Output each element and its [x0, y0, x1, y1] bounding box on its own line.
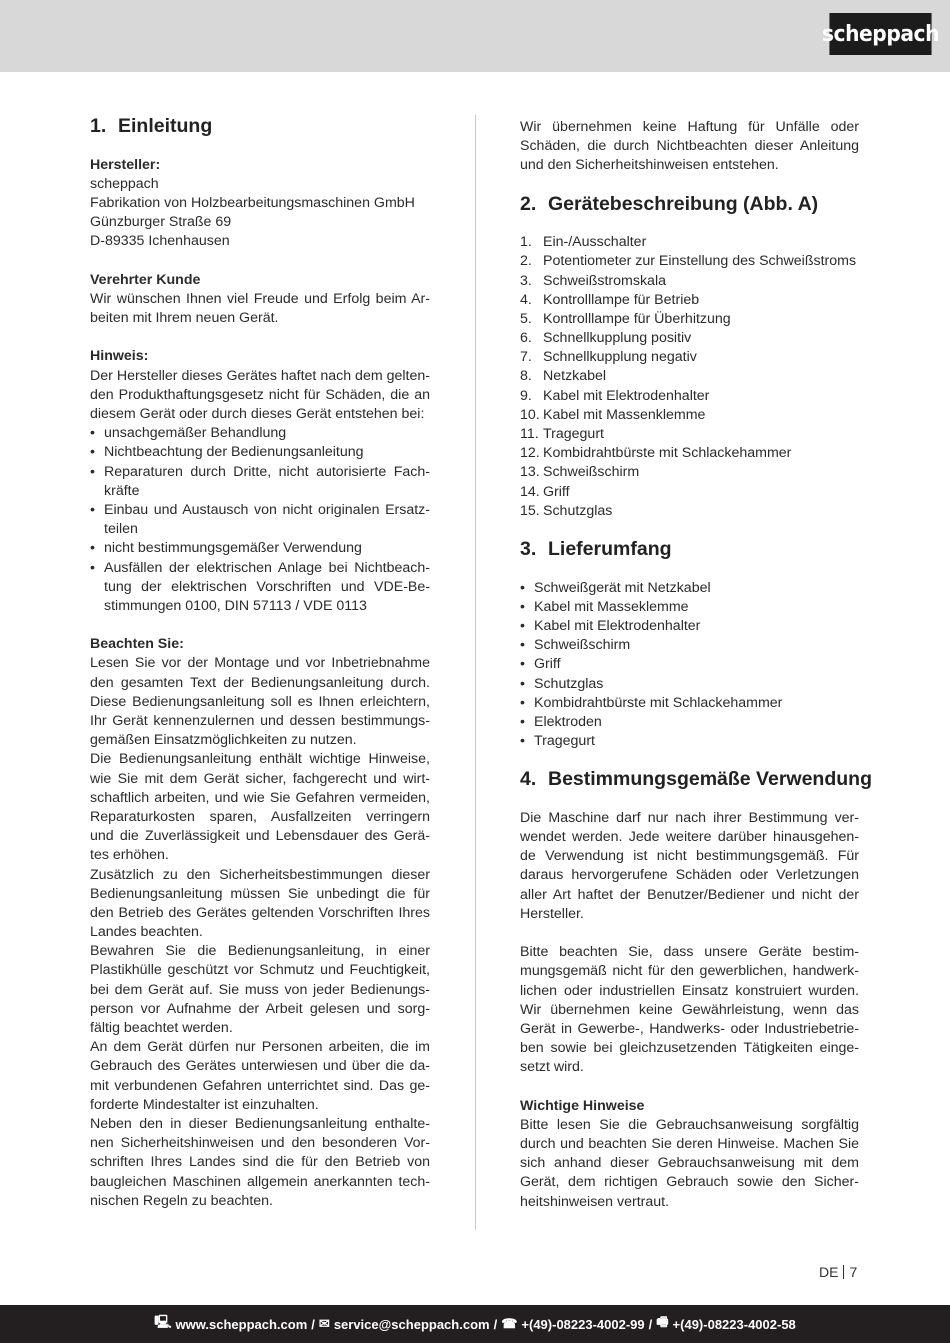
- blank-line: [520, 1077, 859, 1096]
- list-item: [520, 694, 859, 713]
- bullet-icon: •: [520, 579, 525, 596]
- text-line: Wir wünschen Ihnen viel Freude und Erfolg beim Ar-: [90, 290, 430, 307]
- text-line: stimmungen 0100, DIN 57113 / VDE 0113: [104, 597, 367, 614]
- item-number: 13.: [520, 464, 540, 481]
- text-line: Wir übernehmen keine Gewährleistung, wenn das: [520, 1001, 859, 1018]
- fax-number: +(49)-08223-4002-58: [672, 1316, 796, 1332]
- item-number: 3.: [520, 272, 532, 289]
- blank-line: [90, 328, 430, 347]
- item-number: 9.: [520, 387, 532, 404]
- text-line: schriften Ihres Landes sind die für den Betrieb von: [90, 1154, 430, 1171]
- paragraph: [90, 1038, 430, 1115]
- text-line: Gerät, dem richtigen Gebrauch sowie den Sicher-: [520, 1174, 859, 1191]
- text-line: daraus hervorgerufene Schäden oder Verletzungen: [520, 867, 859, 884]
- text-line: tung der elektrischen Vorschriften und VDE-Be-: [104, 578, 430, 595]
- list-item: [520, 348, 859, 367]
- column-divider: [475, 115, 476, 1230]
- page-number: [819, 1264, 857, 1280]
- text-line: sich anhand dieser Gebrauchsanweisung mit dem: [520, 1155, 859, 1172]
- list-item: [520, 579, 859, 598]
- paragraph: [90, 866, 430, 943]
- bullet-list: [520, 579, 859, 752]
- section-number: 2.: [520, 192, 537, 215]
- text-line: scheppach: [90, 175, 159, 192]
- website-link[interactable]: www.scheppach.com: [175, 1316, 308, 1332]
- text-line: Schäden, die durch Nichtbeachten dieser Anleitung: [520, 138, 859, 155]
- text-line: forderte Mindestalter ist einzuhalten.: [90, 1096, 319, 1113]
- subheading: Beachten Sie:: [90, 636, 184, 653]
- text-line: Kabel mit Elektrodenhalter: [534, 617, 701, 634]
- item-number: 12.: [520, 445, 540, 462]
- text-line: unsachgemäßer Behandlung: [104, 425, 287, 442]
- section-heading: [520, 176, 859, 234]
- item-number: 5.: [520, 310, 532, 327]
- list-item-text: [534, 655, 859, 674]
- section-heading: [90, 98, 430, 156]
- text-line: fältig beachtet werden.: [90, 1020, 233, 1037]
- text-line: mungsgemäß nicht für den gewerblichen, handwerk-: [520, 963, 859, 980]
- item-number: 10.: [520, 406, 540, 423]
- text-line: D-89335 Ichenhausen: [90, 233, 230, 250]
- list-item-text: Schweißschirm: [543, 464, 640, 481]
- text-line: setzt wird.: [520, 1059, 584, 1076]
- text-line: baugleichen Maschinen allgemein anerkannten tech-: [90, 1173, 430, 1190]
- text-line: Schweißgerät mit Netzkabel: [534, 579, 711, 596]
- text-line: gemäßen Einsatzmöglichkeiten zu nutzen.: [90, 732, 357, 749]
- bullet-list: [90, 424, 430, 616]
- list-item: [520, 367, 859, 386]
- footer-separator: /: [311, 1316, 315, 1332]
- list-item: [90, 424, 430, 443]
- left-column: [90, 98, 430, 1211]
- text-line: den gesamten Text der Bedienungsanleitung durch.: [90, 674, 430, 691]
- text-line: Bitte lesen Sie die Gebrauchsanweisung sorgfältig: [520, 1116, 859, 1133]
- list-item-text: [104, 443, 430, 462]
- paragraph: [520, 118, 859, 176]
- list-item-text: Kombidrahtbürste mit Schlackehammer: [543, 445, 792, 462]
- paragraph: [90, 367, 430, 425]
- text-line: schaftlich arbeiten, und wie Sie Gefahren vermeiden,: [90, 789, 430, 806]
- list-item: [520, 329, 859, 348]
- list-item-text: [534, 598, 859, 617]
- text-line: Wir übernehmen keine Haftung für Unfälle oder: [520, 119, 859, 135]
- list-item: [520, 463, 859, 482]
- bullet-icon: •: [90, 540, 95, 557]
- list-item-text: Schnellkupplung negativ: [543, 349, 697, 366]
- bullet-icon: •: [90, 559, 95, 576]
- text-line: Ihr Gerät kennenzulernen und dessen bestimmungs-: [90, 713, 430, 730]
- phone-number: +(49)-08223-4002-99: [521, 1316, 645, 1332]
- item-number: 8.: [520, 368, 532, 385]
- item-number: 4.: [520, 291, 532, 308]
- text-line: Schweißschirm: [534, 637, 631, 654]
- text-line: Bewahren Sie die Bedienungsanleitung, in einer: [90, 943, 430, 960]
- list-item-text: [534, 636, 859, 655]
- scheppach-logo: scheppach: [829, 13, 931, 55]
- text-line: Reparaturkosten sparen, Ausfallzeiten verringern: [90, 808, 430, 825]
- text-line: Tragegurt: [534, 733, 595, 750]
- list-item-text: Kabel mit Massenklemme: [543, 406, 706, 423]
- blank-line: [520, 924, 859, 943]
- email-link[interactable]: service@scheppach.com: [333, 1316, 490, 1332]
- list-item: [520, 713, 859, 732]
- text-line: Kabel mit Masseklemme: [534, 598, 689, 615]
- list-item-text: [104, 539, 430, 558]
- list-item-text: Schnellkupplung positiv: [543, 330, 692, 347]
- subheading: Hinweis:: [90, 348, 149, 365]
- text-line: den Betrieb des Gerätes geltenden Vorschriften Ihres: [90, 904, 430, 921]
- page-number-separator: [843, 1265, 844, 1279]
- bullet-icon: •: [520, 733, 525, 750]
- blank-line: [90, 616, 430, 635]
- list-item: [520, 406, 859, 425]
- list-item: [520, 425, 859, 444]
- list-item-text: Ein-/Ausschalter: [543, 234, 647, 251]
- list-item-text: Tragegurt: [543, 426, 604, 443]
- text-line: Landes beachten.: [90, 924, 203, 941]
- section-title: Bestimmungsgemäße Verwendung: [548, 768, 872, 791]
- text-line: und die Zuverlässigkeit und Lebensdauer des Gerä-: [90, 828, 430, 845]
- list-item-text: [534, 694, 859, 713]
- list-item: [90, 443, 430, 462]
- text-line: kräfte: [104, 482, 140, 499]
- list-item-text: [534, 713, 859, 732]
- text-line: mit verbundenen Gefahren unterrichtet sind. Das ge-: [90, 1077, 430, 1094]
- bullet-icon: •: [520, 694, 525, 711]
- section-title: Einleitung: [118, 115, 213, 137]
- list-item: [520, 483, 859, 502]
- list-item-text: Kontrolllampe für Überhitzung: [543, 310, 731, 327]
- text-line: Bedienungsanleitung müssen Sie unbedingt die für: [90, 885, 430, 902]
- list-item-text: Schweißstromskala: [543, 272, 666, 289]
- item-number: 2.: [520, 253, 532, 270]
- text-line: aller Art haftet der Benutzer/Bediener und nicht der: [520, 886, 859, 903]
- right-column: [520, 118, 872, 1212]
- paragraph: [520, 943, 859, 1077]
- text-line: Plastikhülle geschützt vor Schmutz und Feuchtigkeit,: [90, 962, 430, 979]
- text-line: Diese Bedienungsanleitung soll es Ihnen erleichtern,: [90, 693, 430, 710]
- list-item: [520, 291, 859, 310]
- text-line: ben sowie bei gleichzusetzenden Tätigkeiten einge-: [520, 1040, 859, 1057]
- list-item: [520, 444, 859, 463]
- page-number-value: 7: [849, 1264, 858, 1280]
- text-line: Kombidrahtbürste mit Schlackehammer: [534, 694, 783, 711]
- list-item: [520, 732, 859, 751]
- bullet-icon: •: [90, 425, 95, 442]
- paragraph: [90, 194, 430, 213]
- text-line: Fabrikation von Holzbearbeitungsmaschinen GmbH: [90, 194, 415, 211]
- text-line: nicht bestimmungsgemäßer Verwendung: [104, 540, 362, 557]
- item-number: 7.: [520, 349, 532, 366]
- bullet-icon: •: [520, 637, 525, 654]
- list-item-text: Kontrolllampe für Betrieb: [543, 291, 700, 308]
- computer-icon: 🖳: [154, 1314, 172, 1329]
- list-item: [520, 272, 859, 291]
- text-line: den Produkthaftungsgesetz nicht für Schäden, die an: [90, 386, 430, 403]
- subheading: Verehrter Kunde: [90, 271, 201, 288]
- item-number: 15.: [520, 502, 540, 519]
- bullet-icon: •: [90, 463, 95, 480]
- section-number: 3.: [520, 537, 537, 560]
- text-line: Lesen Sie vor der Montage und vor Inbetriebnahme: [90, 655, 430, 672]
- numbered-list: [520, 233, 859, 521]
- item-number: 14.: [520, 483, 540, 500]
- text-line: Schutzglas: [534, 675, 604, 692]
- list-item: [90, 501, 430, 539]
- text-line: person vor Aufnahme der Arbeit gelesen und sorg-: [90, 1000, 430, 1017]
- bullet-icon: •: [520, 656, 525, 673]
- paragraph: [90, 232, 430, 251]
- text-line: Ausfällen der elektrischen Anlage bei Nichtbeach-: [104, 559, 430, 576]
- item-number: 1.: [520, 234, 532, 251]
- list-item-text: [104, 501, 430, 539]
- paragraph: [520, 809, 859, 924]
- text-line: Die Maschine darf nur nach ihrer Bestimmung ver-: [520, 809, 859, 826]
- subheading: Wichtige Hinweise: [520, 1097, 645, 1114]
- list-item-text: [534, 579, 859, 598]
- text-line: diesem Gerät oder durch dieses Gerät entstehen bei:: [90, 406, 425, 423]
- paragraph: [90, 1115, 430, 1211]
- text-line: Griff: [534, 656, 561, 673]
- item-number: 6.: [520, 330, 532, 347]
- blank-line: [90, 252, 430, 271]
- text-line: Bitte beachten Sie, dass unsere Geräte bestim-: [520, 944, 859, 961]
- bullet-icon: •: [520, 675, 525, 692]
- footer-contact-bar: [0, 1305, 950, 1343]
- text-line: durch und beachten Sie deren Hinweise. Machen Sie: [520, 1136, 859, 1153]
- text-line: Günzburger Straße 69: [90, 214, 232, 231]
- text-line: nen Sicherheitshinweisen und den besonderen Vor-: [90, 1135, 430, 1152]
- section-heading: [520, 751, 872, 809]
- list-item: [520, 617, 859, 636]
- bullet-icon: •: [90, 444, 95, 461]
- footer-separator: /: [648, 1316, 653, 1332]
- paragraph: [90, 654, 430, 750]
- list-item-text: Kabel mit Elektrodenhalter: [543, 387, 710, 404]
- section-title: Lieferumfang: [548, 537, 672, 560]
- bullet-icon: •: [520, 617, 525, 634]
- list-item-text: Potentiometer zur Einstellung des Schweißstroms: [543, 253, 857, 270]
- text-line: beiten mit Ihrem neuen Gerät.: [90, 310, 279, 327]
- text-line: de Verwendung ist nicht bestimmungsgemäß. Für: [520, 848, 859, 865]
- bullet-icon: •: [520, 598, 525, 615]
- text-line: tes erhöhen.: [90, 847, 169, 864]
- list-item-text: Schutzglas: [543, 502, 613, 519]
- paragraph: [90, 942, 430, 1038]
- text-line: Der Hersteller dieses Gerätes haftet nach dem gelten-: [90, 367, 430, 384]
- text-line: wendet werden. Jede weitere darüber hinausgehen-: [520, 829, 859, 846]
- text-line: Reparaturen durch Dritte, nicht autorisierte Fach-: [104, 463, 430, 480]
- paragraph: [90, 213, 430, 232]
- text-line: Die Bedienungsanleitung enthält wichtige Hinweise,: [90, 751, 430, 768]
- list-item-text: [534, 732, 859, 751]
- list-item: [520, 387, 859, 406]
- section-number: 1.: [90, 115, 107, 137]
- text-line: Gebrauch des Gerätes unterwiesen und über die da-: [90, 1058, 430, 1075]
- list-item: [520, 252, 859, 271]
- text-line: bei dem Gerät auf. Sie muss von jeder Bedienungs-: [90, 981, 430, 998]
- text-line: Neben den in dieser Bedienungsanleitung enthalte-: [90, 1115, 430, 1132]
- list-item: [520, 502, 859, 521]
- list-item-text: Netzkabel: [543, 368, 607, 385]
- language-code: DE: [819, 1264, 839, 1280]
- list-item: [90, 559, 430, 617]
- bullet-icon: •: [520, 713, 525, 730]
- subheading: Hersteller:: [90, 156, 161, 173]
- list-item-text: [104, 424, 430, 443]
- list-item-text: Griff: [543, 483, 570, 500]
- paragraph: [90, 290, 430, 328]
- item-number: 11.: [520, 426, 539, 443]
- text-line: Zusätzlich zu den Sicherheitsbestimmungen dieser: [90, 866, 430, 883]
- bullet-icon: •: [90, 501, 95, 518]
- list-item: [520, 310, 859, 329]
- footer-separator: /: [493, 1316, 498, 1332]
- fax-icon: 🖷: [656, 1314, 669, 1329]
- list-item: [90, 539, 430, 558]
- list-item: [520, 675, 859, 694]
- list-item-text: [534, 617, 859, 636]
- paragraph: [90, 175, 430, 194]
- mail-icon: ✉: [318, 1316, 330, 1331]
- list-item: [520, 636, 859, 655]
- text-line: lichen oder industriellen Einsatz konstruiert wurden.: [520, 982, 859, 999]
- text-line: Einbau und Austausch von nicht originalen Ersatz-: [104, 501, 430, 518]
- paragraph: [90, 750, 430, 865]
- list-item-text: [104, 463, 430, 501]
- text-line: und den Sicherheitshinweisen entstehen.: [520, 157, 779, 174]
- list-item: [90, 463, 430, 501]
- section-heading: [520, 521, 859, 579]
- header-band: [0, 0, 950, 72]
- list-item-text: [104, 559, 430, 617]
- list-item: [520, 598, 859, 617]
- text-line: Nichtbeachtung der Bedienungsanleitung: [104, 444, 364, 461]
- text-line: An dem Gerät dürfen nur Personen arbeiten, die im: [90, 1039, 430, 1056]
- text-line: Hersteller.: [520, 905, 584, 922]
- paragraph: [520, 1116, 859, 1212]
- text-line: heitshinweisen vertraut.: [520, 1193, 670, 1210]
- section-number: 4.: [520, 768, 537, 791]
- text-line: wie Sie mit dem Gerät sicher, fachgerecht und wirt-: [90, 770, 430, 787]
- list-item: [520, 655, 859, 674]
- text-line: Gerät in Gewerbe-, Handwerks- oder Industriebetrie-: [520, 1020, 859, 1037]
- list-item-text: [534, 675, 859, 694]
- list-item: [520, 233, 859, 252]
- phone-icon: ☎: [501, 1316, 518, 1331]
- section-title: Gerätebeschreibung (Abb. A): [548, 192, 819, 215]
- text-line: Elektroden: [534, 713, 602, 730]
- text-line: teilen: [104, 521, 138, 538]
- text-line: nischen Regeln zu beachten.: [90, 1192, 273, 1209]
